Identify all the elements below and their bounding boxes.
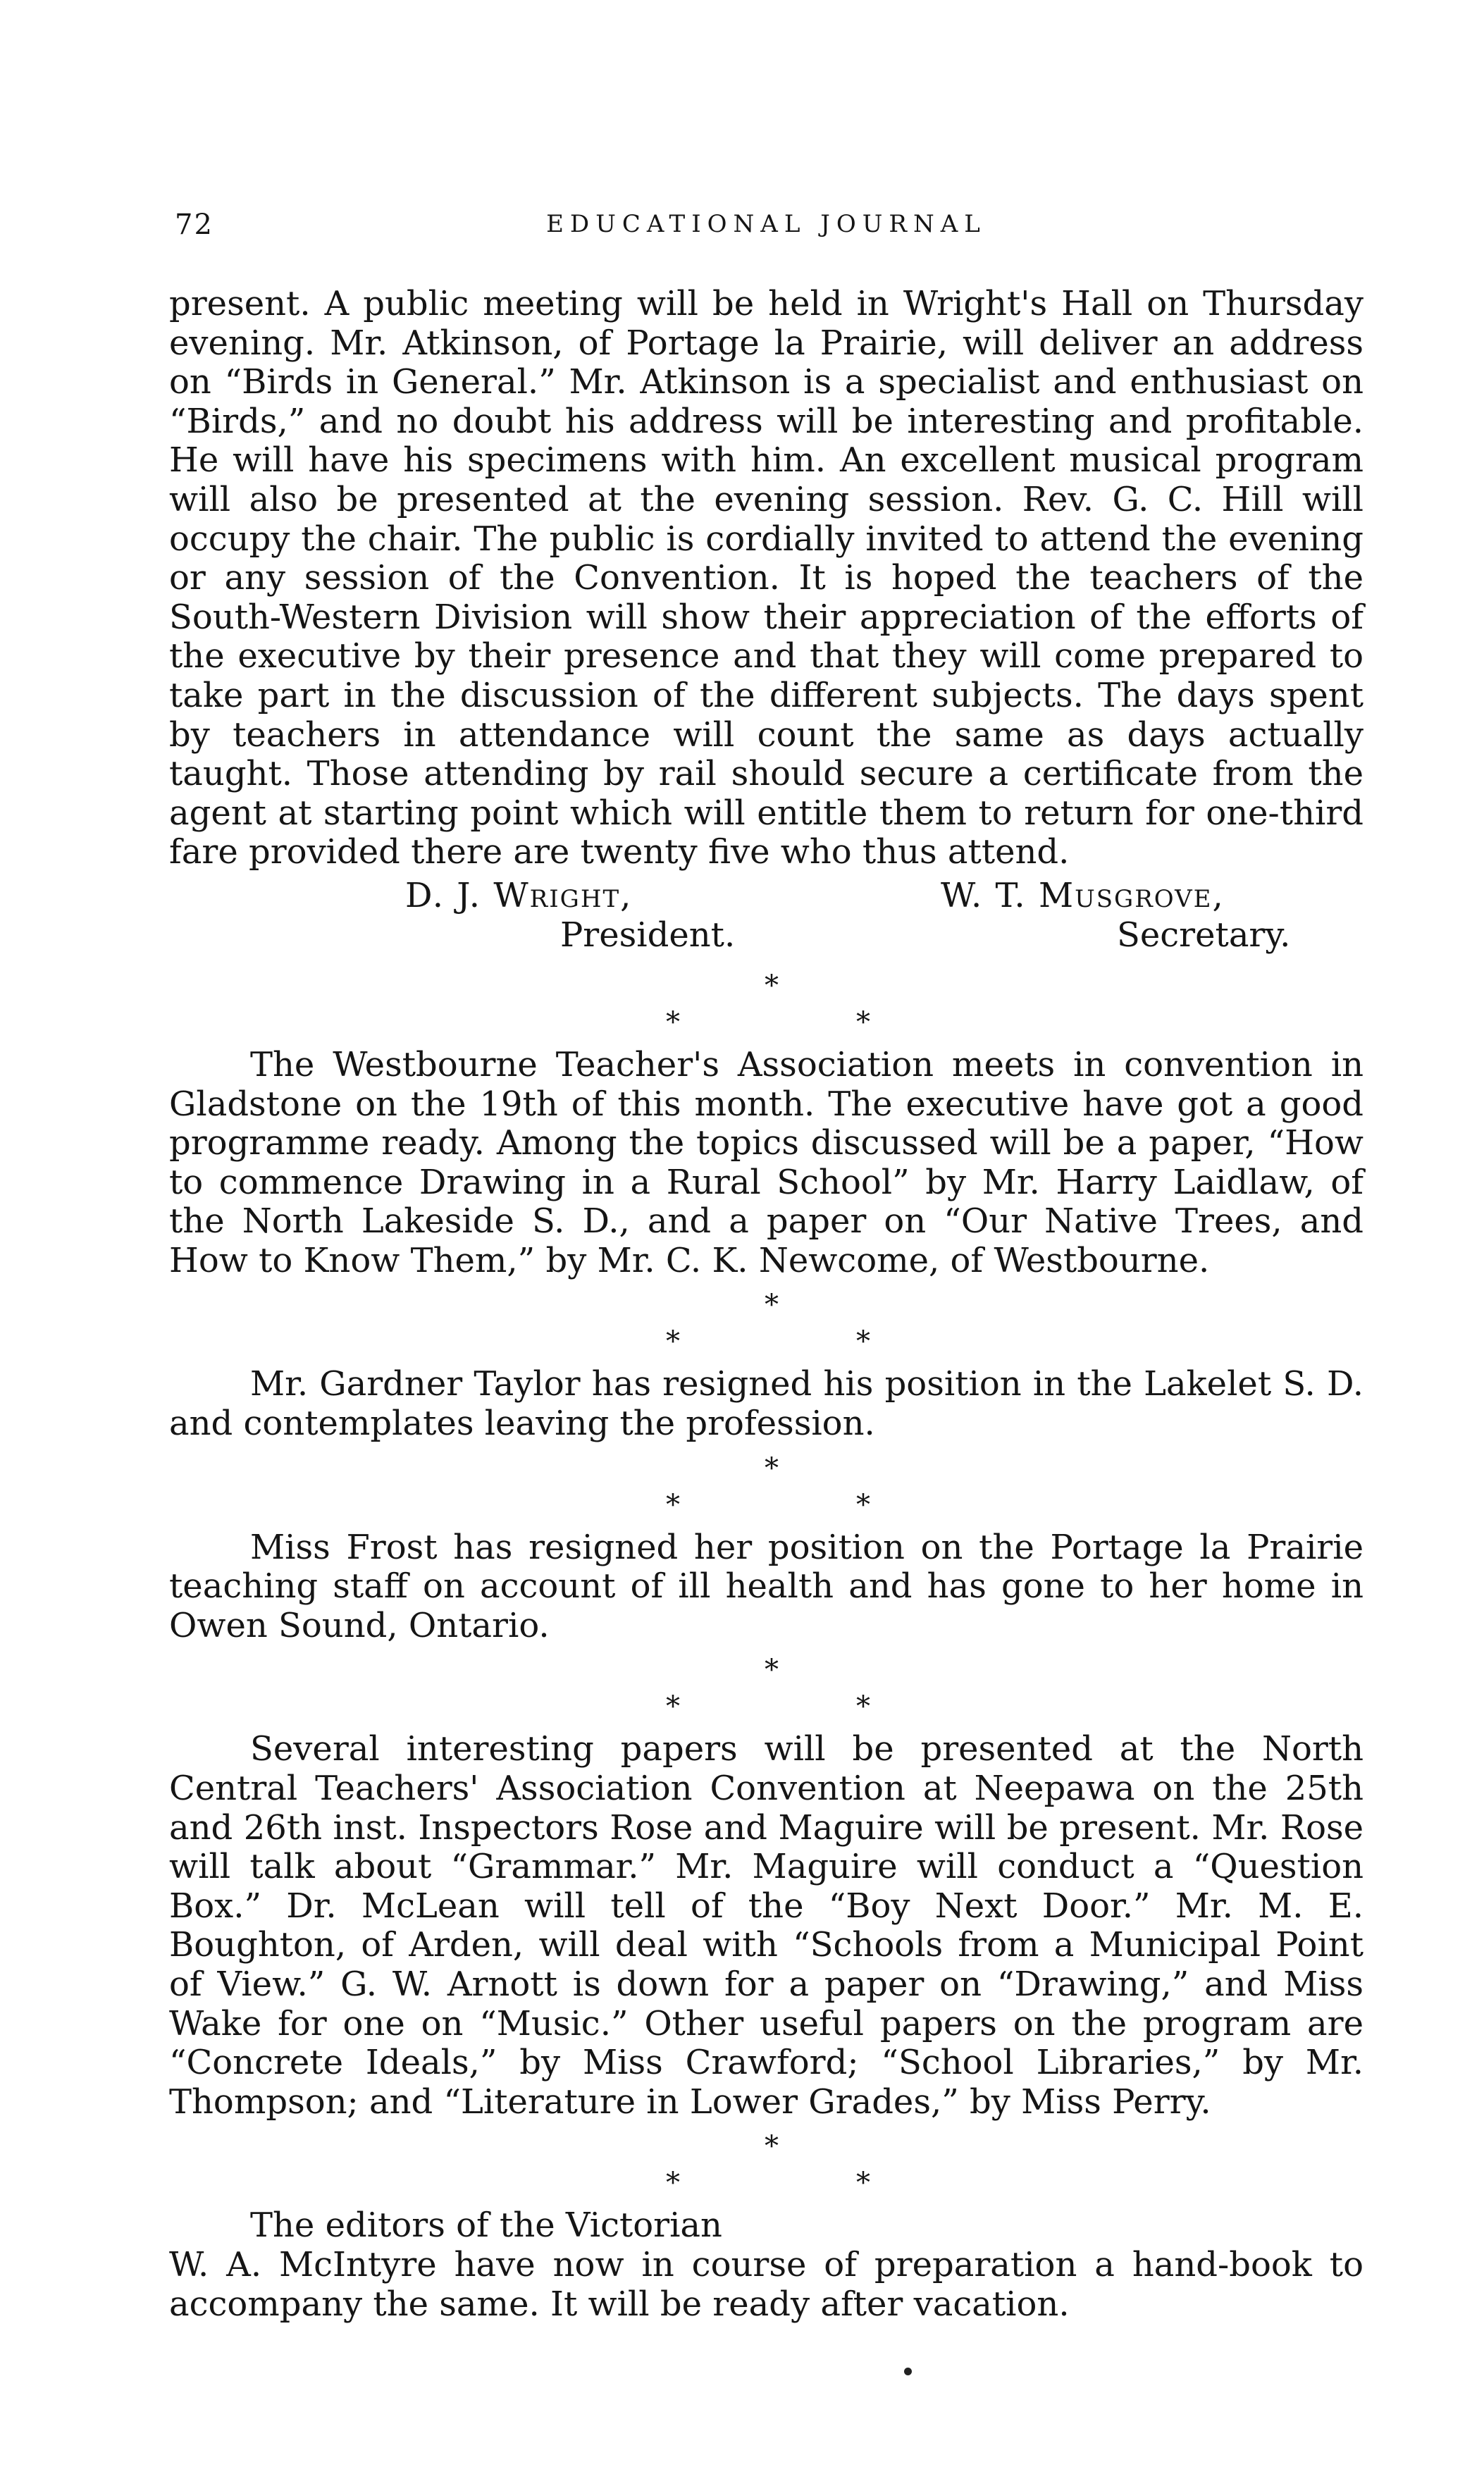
separator-star: * — [765, 2130, 779, 2163]
running-head: EDUCATIONAL JOURNAL — [546, 210, 987, 238]
separator-star: * — [765, 1289, 779, 1322]
separator-star: * — [856, 1006, 870, 1039]
page-number: 72 — [175, 209, 214, 241]
secretary-name: W. T. Musgrove, — [941, 875, 1225, 915]
notice-paragraph: Several interesting papers will be presented at the North Central Teachers' Association Convention at Neepawa on the 25th and 26th inst. Inspectors Rose and Maguire will be present. Mr. Rose will talk about “Grammar.” Mr. Maguire will conduct a “Question Box.” Dr. McLean will tell of the “Boy Next Door.” Mr. M. E. Boughton, of Arden, will deal with “Schools from a Municipal Point of View.” G. W. Arnott is down for a paper on “Drawing,” and Miss Wake for one on “Music.” Other useful papers on the program are “Concrete Ideals,” by Miss Crawford; “School Libraries,” by Mr. Thompson; and “Literature in Lower Grades,” by Miss Perry. — [169, 1729, 1364, 2122]
separator-star: * — [666, 1488, 680, 1521]
notice-paragraph: The Westbourne Teacher's Association meets in convention in Gladstone on the 19th of this month. The executive have got a good programme ready. Among the topics discussed will be a paper, “How to commence Drawing in a Rural School” by Mr. Harry Laidlaw, of the North Lakeside S. D., and a paper on “Our Native Trees, and How to Know Them,” by Mr. C. K. Newcome, of Westbourne. — [169, 1044, 1364, 1280]
president-title: President. — [560, 915, 736, 955]
secretary-title: Secretary. — [1117, 915, 1291, 955]
separator-star: * — [666, 1325, 680, 1359]
asterism-separator — [169, 1645, 1364, 1730]
signature-block — [169, 877, 1364, 961]
notice-paragraph: present. A public meeting will be held in Wright's Hall on Thursday evening. Mr. Atkinson, of Portage la Prairie, will deliver an address on “Birds in General.” Mr. Atkinson is a specialist and enthusiast on “Birds,” and no doubt his address will be interesting and profitable. He will have his specimens with him. An excellent musical program will also be presented at the evening session. Rev. G. C. Hill will occupy the chair. The public is cordially invited to attend the evening or any session of the Convention. It is hoped the teachers of the South-Western Division will show their appreciation of the efforts of the executive by their presence and that they will come prepared to take part in the discussion of the different subjects. The days spent by teachers in attendance will count the same as days actually taught. Those attending by rail should secure a certificate from the agent at starting point which will entitle them to return for one-third fare provided there are twenty five who thus attend. — [169, 284, 1364, 872]
asterism-separator — [169, 961, 1364, 1046]
notice-paragraph: W. A. McIntyre have now in course of preparation a hand-book to accompany the same. It will be ready after vacation. — [169, 2244, 1364, 2324]
separator-star: * — [765, 1452, 779, 1485]
president-name: D. J. Wright, — [405, 875, 633, 915]
separator-star: * — [765, 1654, 779, 1687]
page-header — [169, 209, 1364, 254]
notice-heading-line: The editors of the Victorian — [250, 2206, 722, 2246]
separator-star: * — [856, 1488, 870, 1521]
asterism-separator — [169, 1444, 1364, 1528]
separator-star: * — [666, 2167, 680, 2200]
separator-star: * — [856, 1325, 870, 1359]
asterism-separator — [169, 2122, 1364, 2206]
article-body — [169, 285, 1364, 2324]
notice-paragraph: Miss Frost has resigned her position on the Portage la Prairie teaching staff on account of ill health and has gone to her home in Owen Sound, Ontario. — [169, 1527, 1364, 1645]
separator-star: * — [856, 2167, 870, 2200]
separator-star: * — [856, 1690, 870, 1724]
separator-star: * — [666, 1690, 680, 1724]
separator-star: * — [666, 1006, 680, 1039]
separator-star: * — [765, 969, 779, 1002]
asterism-separator — [169, 1280, 1364, 1365]
ink-speck — [904, 2368, 912, 2375]
notice-paragraph: Mr. Gardner Taylor has resigned his position in the Lakelet S. D. and contemplates leaving the profession. — [169, 1364, 1364, 1444]
